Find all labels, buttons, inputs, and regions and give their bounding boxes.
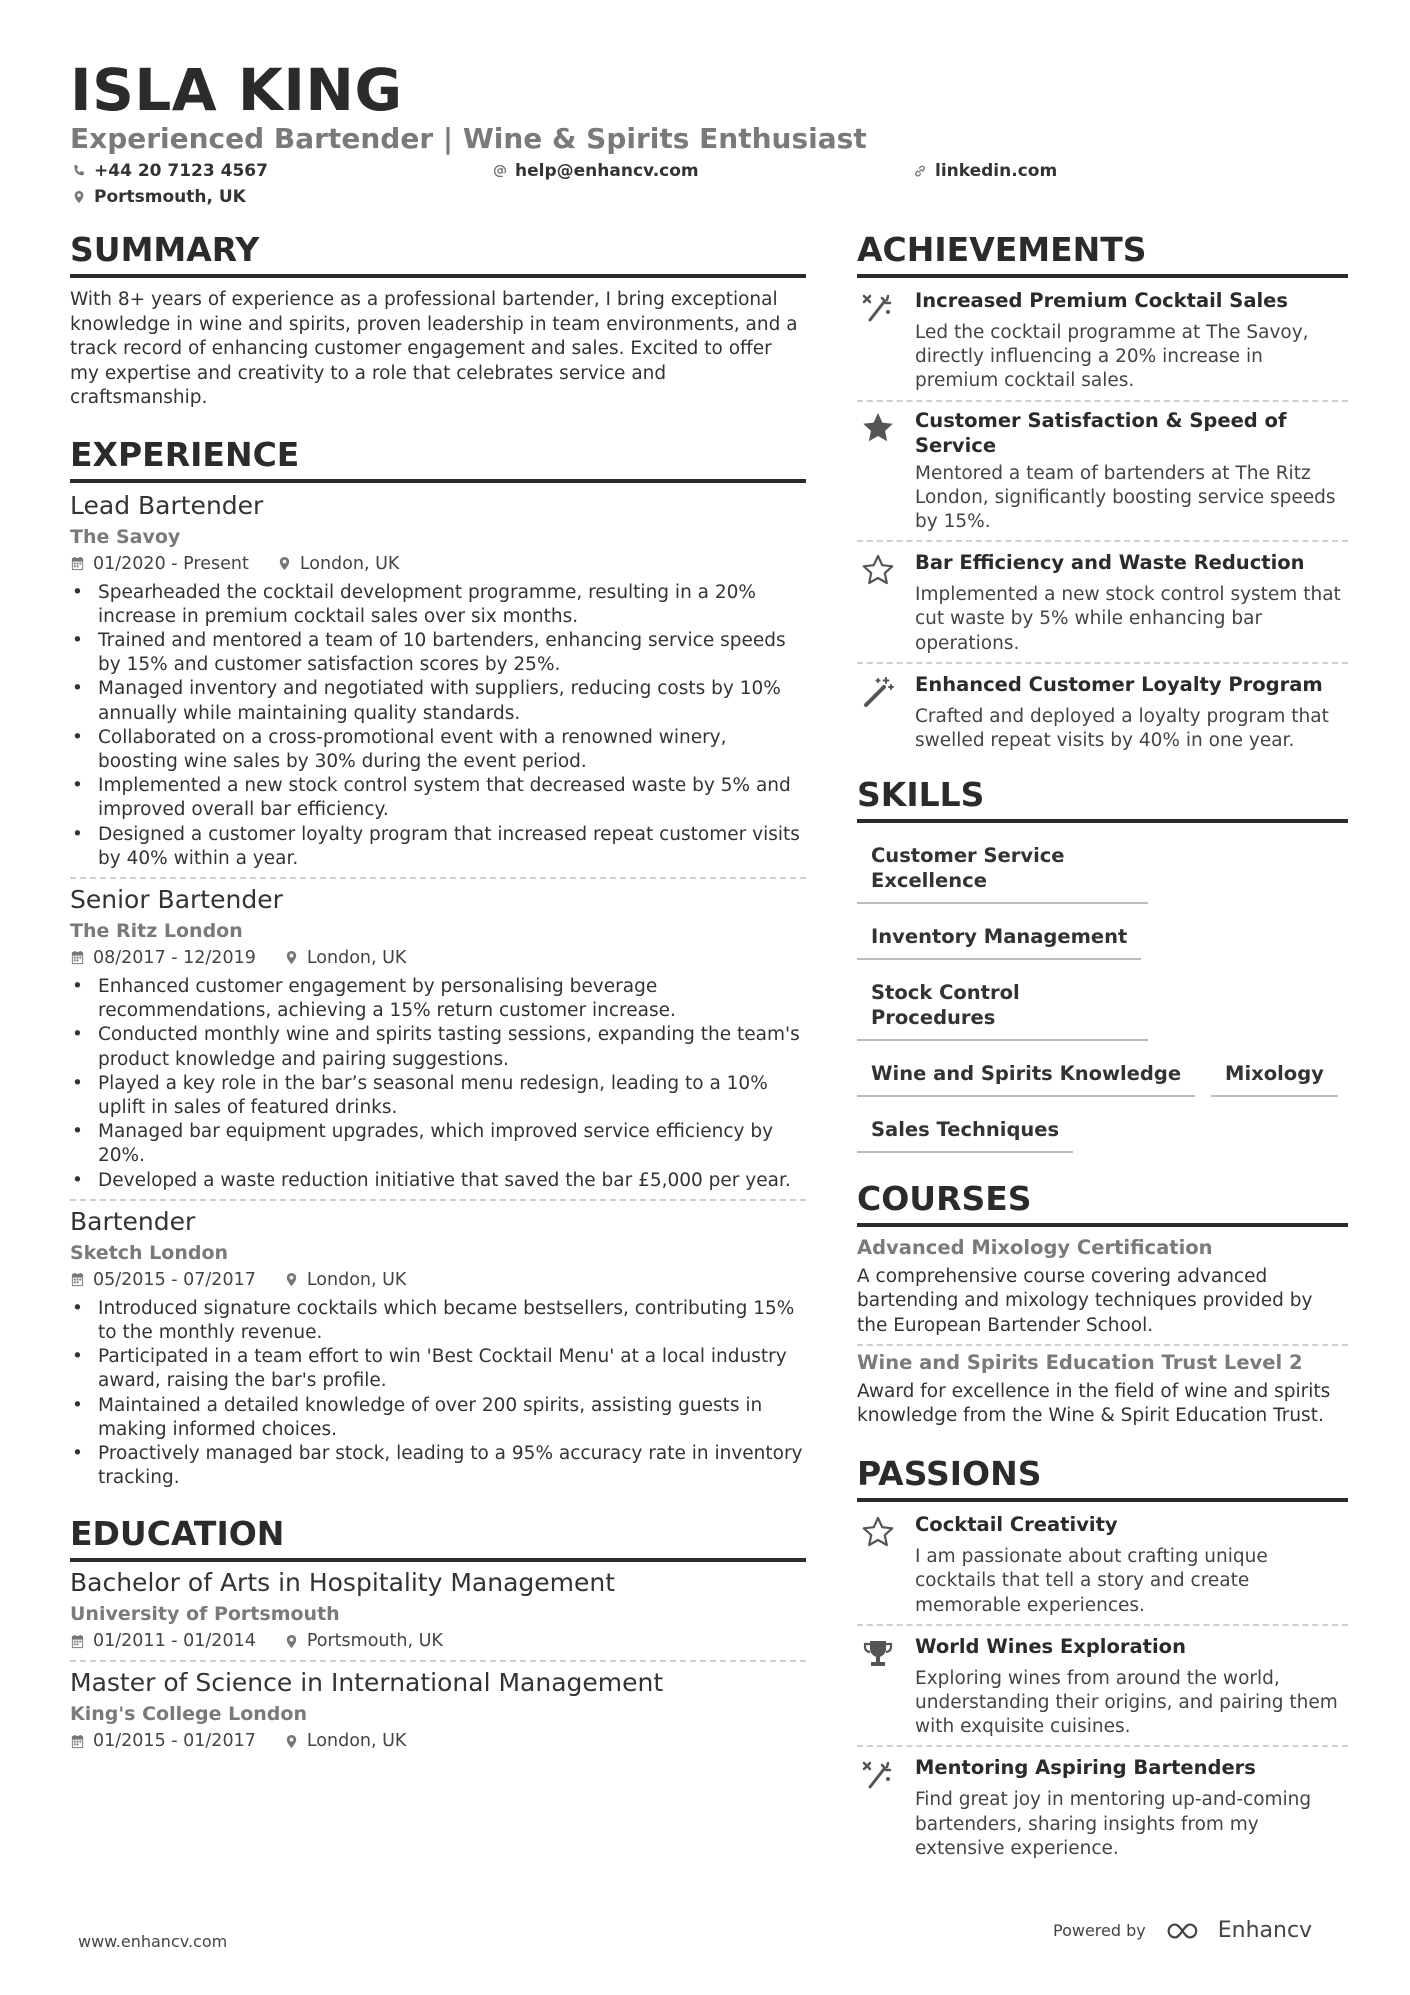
skill-tag: Customer Service Excellence xyxy=(857,833,1148,904)
cocktail-burst-icon xyxy=(857,288,899,394)
location-text: Portsmouth, UK xyxy=(94,187,246,207)
phone-text: +44 20 7123 4567 xyxy=(94,161,268,181)
school-name: University of Portsmouth xyxy=(70,1603,340,1626)
skill-tag: Mixology xyxy=(1211,1051,1338,1097)
experience-section xyxy=(70,433,806,1491)
brand-logo[interactable] xyxy=(1164,1918,1312,1943)
skills-list xyxy=(857,833,1348,1163)
job-company: The Ritz London xyxy=(70,919,243,942)
summary-text: With 8+ years of experience as a professional bartender, I bring exceptional knowledge in wine and spirits, proven leadership in team environments, and a track record of enhancing customer engagement and sales. Excited to offer my expertise and creativity to a role that celebrates service and craftsmanship. xyxy=(70,289,798,408)
job-bullet: • Managed inventory and negotiated with suppliers, reducing costs by 10% annually while maintaining quality standards. xyxy=(70,677,806,725)
passion-item xyxy=(857,1630,1348,1740)
job-title: Senior Bartender xyxy=(70,884,283,914)
education-location xyxy=(284,1728,407,1754)
achievement-desc: Mentored a team of bartenders at The Ritz London, significantly boosting service speeds by 15%. xyxy=(915,462,1336,533)
footer-website[interactable]: www.enhancv.com xyxy=(78,1932,228,1951)
course-desc: A comprehensive course covering advanced bartending and mixology techniques provided by the European Bartender School. xyxy=(857,1266,1313,1336)
summary-section xyxy=(70,228,806,411)
job-bullet: • Managed bar equipment upgrades, which improved service efficiency by 20%. xyxy=(70,1120,806,1168)
job-meta xyxy=(70,1267,806,1293)
job-location-text: London, UK xyxy=(299,553,400,574)
education-dates xyxy=(70,1728,256,1754)
divider xyxy=(70,1660,806,1662)
job-entry xyxy=(70,1205,806,1491)
divider xyxy=(857,400,1348,402)
skill-tag: Inventory Management xyxy=(857,914,1141,960)
achievement-item xyxy=(857,668,1348,753)
passion-desc: I am passionate about crafting unique cocktails that tell a story and create memorable experiences. xyxy=(915,1546,1268,1616)
job-bullets xyxy=(70,1297,806,1491)
course-title: Advanced Mixology Certification xyxy=(857,1236,1213,1260)
link-icon xyxy=(913,164,927,178)
job-dates xyxy=(70,1267,256,1293)
calendar-icon xyxy=(70,1272,85,1287)
job-location xyxy=(284,1267,407,1293)
divider xyxy=(857,540,1348,542)
achievement-item xyxy=(857,278,1348,394)
divider xyxy=(857,1624,1348,1626)
location-pin-icon xyxy=(284,1634,299,1649)
degree-title: Bachelor of Arts in Hospitality Management xyxy=(70,1568,616,1598)
job-meta xyxy=(70,945,806,971)
education-section xyxy=(70,1512,806,1754)
achievement-desc: Led the cocktail programme at The Savoy, directly influencing a 20% increase in premium cocktail sales. xyxy=(915,322,1309,392)
job-dates-text: 05/2015 - 07/2017 xyxy=(93,1269,256,1290)
education-entry xyxy=(70,1566,806,1654)
education-heading: EDUCATION xyxy=(70,1512,806,1562)
phone-icon xyxy=(72,164,86,178)
summary-heading: SUMMARY xyxy=(70,228,806,278)
email-text[interactable]: help@enhancv.com xyxy=(515,161,699,181)
star-outline-icon xyxy=(857,1512,899,1618)
cocktail-burst-icon xyxy=(857,1755,899,1861)
magic-wand-icon xyxy=(857,672,899,753)
education-dates xyxy=(70,1628,256,1654)
job-bullet: • Participated in a team effort to win 'Best Cocktail Menu' at a local industry award, raising the bar's profile. xyxy=(70,1345,806,1393)
candidate-headline: Experienced Bartender | Wine & Spirits Enthusiast xyxy=(70,122,867,155)
job-title: Lead Bartender xyxy=(70,490,264,520)
achievement-item xyxy=(857,406,1348,535)
location-pin-icon xyxy=(284,950,299,965)
contact-linkedin[interactable] xyxy=(913,161,1057,181)
skills-heading: SKILLS xyxy=(857,773,1348,823)
job-dates xyxy=(70,551,249,577)
calendar-icon xyxy=(70,950,85,965)
location-pin-icon xyxy=(284,1734,299,1749)
experience-heading: EXPERIENCE xyxy=(70,433,806,483)
job-company: Sketch London xyxy=(70,1241,229,1264)
course-title: Wine and Spirits Education Trust Level 2 xyxy=(857,1350,1303,1374)
job-dates-text: 08/2017 - 12/2019 xyxy=(93,947,256,968)
education-location xyxy=(284,1628,443,1654)
candidate-name: ISLA KING xyxy=(70,56,403,124)
star-filled-icon xyxy=(857,408,899,535)
job-entry xyxy=(70,883,806,1193)
passion-item xyxy=(857,1502,1348,1618)
skill-tag: Sales Techniques xyxy=(857,1107,1073,1153)
left-column xyxy=(70,228,806,1754)
divider xyxy=(857,1745,1348,1747)
contact-phone xyxy=(72,161,268,181)
location-pin-icon xyxy=(284,1272,299,1287)
location-pin-icon xyxy=(72,190,86,204)
divider xyxy=(70,877,806,879)
job-dates-text: 01/2020 - Present xyxy=(93,553,249,574)
divider xyxy=(70,1199,806,1201)
job-bullets xyxy=(70,581,806,871)
education-location-text: Portsmouth, UK xyxy=(306,1631,443,1652)
passions-section xyxy=(857,1452,1348,1861)
job-dates xyxy=(70,945,256,971)
passion-desc: Find great joy in mentoring up-and-coming bartenders, sharing insights from my extensive experience. xyxy=(915,1789,1312,1859)
achievement-title: Increased Premium Cocktail Sales xyxy=(915,289,1288,312)
achievement-desc: Implemented a new stock control system that cut waste by 5% while enhancing bar operations. xyxy=(915,584,1341,654)
contact-email[interactable] xyxy=(493,161,699,181)
course-item xyxy=(857,1235,1348,1338)
brand-name: Enhancv xyxy=(1217,1918,1313,1943)
calendar-icon xyxy=(70,1734,85,1749)
passion-title: Cocktail Creativity xyxy=(915,1513,1118,1537)
job-location xyxy=(284,945,407,971)
degree-title: Master of Science in International Management xyxy=(70,1668,664,1698)
job-bullet: • Enhanced customer engagement by personalising beverage recommendations, achieving a 15% return customer increase. xyxy=(70,975,806,1023)
right-column xyxy=(857,228,1348,1861)
education-dates-text: 01/2015 - 01/2017 xyxy=(93,1731,256,1752)
job-bullet: • Introduced signature cocktails which became bestsellers, contributing 15% to the monthly revenue. xyxy=(70,1297,806,1345)
job-bullet: • Spearheaded the cocktail development programme, resulting in a 20% increase in premium cocktail sales over six months. xyxy=(70,581,806,629)
linkedin-text[interactable]: linkedin.com xyxy=(935,161,1058,181)
job-bullet: • Conducted monthly wine and spirits tasting sessions, expanding the team's product knowledge and pairing suggestions. xyxy=(70,1023,806,1071)
enhancv-logo-icon xyxy=(1164,1920,1210,1942)
job-bullet: • Developed a waste reduction initiative that saved the bar £5,000 per year. xyxy=(70,1169,806,1193)
skill-tag: Wine and Spirits Knowledge xyxy=(857,1051,1195,1097)
skill-tag: Stock Control Procedures xyxy=(857,970,1148,1041)
courses-section xyxy=(857,1177,1348,1428)
job-bullet: • Proactively managed bar stock, leading to a 95% accuracy rate in inventory tracking. xyxy=(70,1442,806,1490)
achievement-desc: Crafted and deployed a loyalty program that swelled repeat visits by 40% in one year. xyxy=(915,705,1329,752)
job-bullet: • Trained and mentored a team of 10 bartenders, enhancing service speeds by 15% and customer satisfaction scores by 25%. xyxy=(70,629,806,677)
achievements-heading: ACHIEVEMENTS xyxy=(857,228,1348,278)
at-icon xyxy=(493,164,507,178)
job-bullets xyxy=(70,975,806,1193)
location-pin-icon xyxy=(277,556,292,571)
job-location-text: London, UK xyxy=(306,947,407,968)
job-title: Bartender xyxy=(70,1206,196,1236)
calendar-icon xyxy=(70,1634,85,1649)
passion-desc: Exploring wines from around the world, understanding their origins, and pairing them with exquisite cuisines. xyxy=(915,1667,1338,1738)
achievement-title: Enhanced Customer Loyalty Program xyxy=(915,672,1323,696)
contact-location xyxy=(72,187,246,207)
passion-item xyxy=(857,1751,1348,1861)
passion-title: Mentoring Aspiring Bartenders xyxy=(915,1756,1256,1780)
star-outline-icon xyxy=(857,550,899,656)
trophy-icon xyxy=(857,1634,899,1740)
divider xyxy=(857,1344,1348,1346)
courses-heading: COURSES xyxy=(857,1177,1348,1227)
education-dates-text: 01/2011 - 01/2014 xyxy=(93,1631,256,1652)
footer-branding xyxy=(1053,1918,1312,1943)
job-location xyxy=(277,551,400,577)
achievement-title: Customer Satisfaction & Speed of Service xyxy=(915,408,1287,457)
education-entry xyxy=(70,1666,806,1754)
job-bullet: • Played a key role in the bar’s seasonal menu redesign, leading to a 10% uplift in sales of featured drinks. xyxy=(70,1072,806,1120)
education-location-text: London, UK xyxy=(306,1731,407,1752)
achievements-section xyxy=(857,228,1348,753)
job-entry xyxy=(70,489,806,871)
divider xyxy=(857,662,1348,664)
job-bullet: • Maintained a detailed knowledge of over 200 spirits, assisting guests in making informed choices. xyxy=(70,1394,806,1442)
calendar-icon xyxy=(70,556,85,571)
job-meta xyxy=(70,551,806,577)
skills-section xyxy=(857,773,1348,1163)
job-location-text: London, UK xyxy=(306,1269,407,1290)
education-meta xyxy=(70,1628,806,1654)
school-name: King's College London xyxy=(70,1703,307,1726)
passion-title: World Wines Exploration xyxy=(915,1634,1186,1658)
passions-heading: PASSIONS xyxy=(857,1452,1348,1502)
achievement-item xyxy=(857,546,1348,656)
course-desc: Award for excellence in the field of wine and spirits knowledge from the Wine & Spirit Education Trust. xyxy=(857,1380,1331,1427)
job-bullet: • Implemented a new stock control system that decreased waste by 5% and improved overall bar efficiency. xyxy=(70,774,806,822)
job-bullet: • Collaborated on a cross-promotional event with a renowned winery, boosting wine sales by 30% during the event period. xyxy=(70,726,806,774)
achievement-title: Bar Efficiency and Waste Reduction xyxy=(915,551,1305,575)
powered-by-label: Powered by xyxy=(1053,1921,1146,1940)
job-company: The Savoy xyxy=(70,525,181,548)
education-meta xyxy=(70,1728,806,1754)
course-item xyxy=(857,1350,1348,1428)
job-bullet: • Designed a customer loyalty program that increased repeat customer visits by 40% within a year. xyxy=(70,823,806,871)
